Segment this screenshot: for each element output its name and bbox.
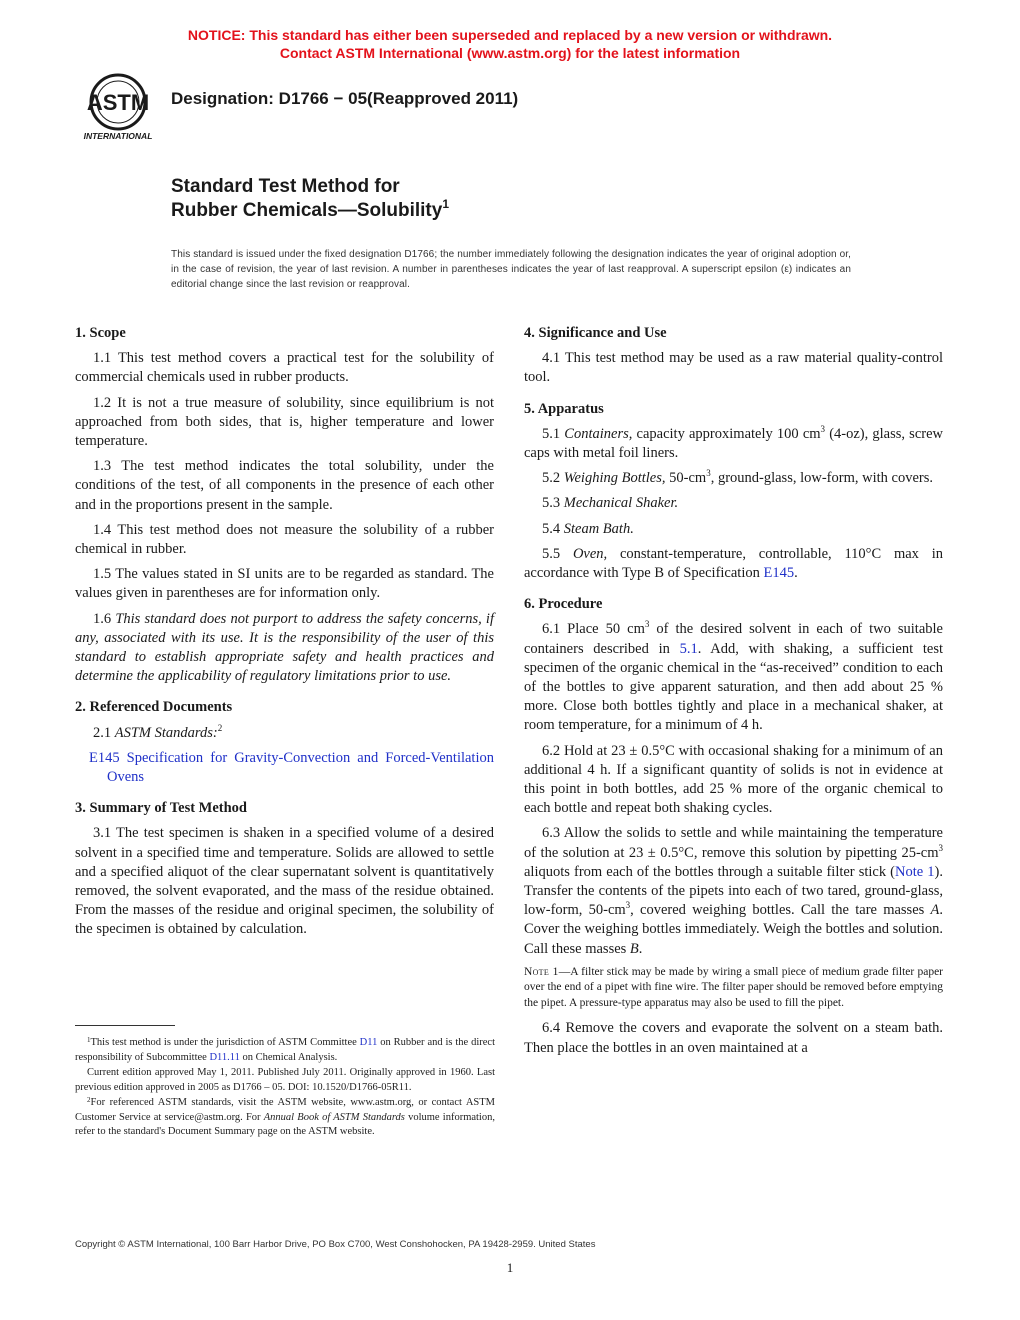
para-1-5: 1.5 The values stated in SI units are to be regarded as standard. The values given in parentheses are for information only. bbox=[75, 566, 494, 602]
designation: Designation: D1766 − 05(Reapproved 2011) bbox=[171, 89, 519, 108]
section-summary-heading: 3. Summary of Test Method bbox=[75, 800, 247, 817]
right-column bbox=[524, 322, 943, 1064]
para-6-1: 6.1 Place 50 $cm^3$ of the desired solvent in each of two suitable containers described in 5.1. Add, with shaking, a sufficient test specimen of the organic chemical in the “as-received” condition to each of the bottles to give apparent saturation, and then add about 25 % more. Close both bottles tightly and place in a mechanical shaker, at room temperature, for a minimum of 4 h. bbox=[524, 619, 944, 734]
para-6-2: 6.2 Hold at 23 ± 0.5°C with occasional shaking for a minimum of an additional 4 h. If a significant quantity of solids is not in evidence at this point in both bottles, add 25 % more of the organic chemical to each bottle and repeat both shaking cycles. bbox=[524, 742, 943, 817]
astm-logo-mark: ASTM bbox=[86, 90, 150, 115]
copyright-line: Copyright © ASTM International, 100 Barr Harbor Drive, PO Box C700, West Conshohocken, PA 19428-2959. United States bbox=[75, 1239, 596, 1250]
preface-text: This standard is issued under the fixed designation D1766; the number immediately following the designation indicates the year of original adoption or, in the case of revision, the year of last revision. A number in parentheses indicates the year of last reapproval. A superscript epsilon (ε) indicates an editorial change since the last revision or reapproval. bbox=[171, 249, 851, 290]
footnote-1-approval: Current edition approved May 1, 2011. Published July 2011. Originally approved in 1960. Last previous edition approved in 2005 as D1766 – 05. DOI: 10.1520/D1766-05R11. bbox=[75, 1067, 495, 1093]
note-1: Note 1—A filter stick may be made by wiring a small piece of medium grade filter paper over the end of a pipet with fine wire. The filter paper should be removed before emptying the pipet. A pressure-type apparatus may also be used to fill the pipet. bbox=[524, 965, 944, 1009]
title-footnote-ref[interactable]: 1 bbox=[442, 197, 450, 211]
footnote-divider bbox=[75, 1025, 175, 1026]
section-5-1-link[interactable]: 5.1 bbox=[679, 640, 698, 657]
para-6-3: 6.3 Allow the solids to settle and while maintaining the temperature of the solution at 23 ± 0.5°C, remove this solution by pipetting $25-cm^3$ aliquots from each of the bottles through a suitable filter stick (Note 1). Transfer the contents of the pipets into each of two tared, ground-glass, low-form, $50-cm^3$, covered weighing bottles. Call the tare masses A. Cover the weighing bottles immediately. Weigh the bottles and solution. Call these masses B. bbox=[524, 825, 943, 957]
section-referenced-documents-heading: 2. Referenced Documents bbox=[75, 699, 233, 716]
para-5-1: 5.1 Containers, capacity approximately 100 $cm^3$ (4-oz), glass, screw caps with metal foil liners. bbox=[524, 423, 943, 462]
notice-line-1: NOTICE: This standard has either been superseded and replaced by a new version or withdrawn. bbox=[187, 27, 833, 43]
astm-logo-label: INTERNATIONAL bbox=[83, 131, 153, 141]
para-6-4: 6.4 Remove the covers and evaporate the solvent on a steam bath. Then place the bottles in an oven maintained at a bbox=[524, 1020, 943, 1056]
reference-e145[interactable] bbox=[75, 749, 494, 787]
left-column bbox=[75, 322, 494, 946]
section-scope-heading: 1. Scope bbox=[75, 325, 126, 341]
para-3-1: 3.1 The test specimen is shaken in a specified volume of a desired solvent in a specified time and temperature. Solids are allowed to settle and a specified aliquot of the clear supernatant solvent is quantitatively removed, the solvent evaporated, and the mass of the residue obtained. From the masses of the residue and original specimen, the solubility of the specimen is obtained by calculation. bbox=[75, 825, 494, 938]
para-1-6: 1.6 This standard does not purport to address the safety concerns, if any, associated with its use. It is the responsibility of the user of this standard to establish appropriate safety and health practices and determine the applicability of regulatory limitations prior to use. bbox=[75, 610, 494, 685]
document-title bbox=[171, 175, 449, 223]
para-4-1: 4.1 This test method may be used as a raw material quality-control tool. bbox=[524, 350, 943, 386]
section-significance-heading: 4. Significance and Use bbox=[524, 325, 667, 341]
title-line-1: Standard Test Method for bbox=[171, 176, 400, 197]
footnote-2: $^2$For referenced ASTM standards, visit the ASTM website, www.astm.org, or contact ASTM Customer Service at service@astm.org. For Annual Book of ASTM Standards volume information, refer to the standard's Document Summary page on the ASTM website. bbox=[75, 1096, 495, 1137]
subcommittee-link[interactable]: D11.11 bbox=[209, 1051, 240, 1063]
title-line-2: Rubber Chemicals—Solubility$^1$ bbox=[171, 197, 450, 221]
page-number: 1 bbox=[506, 1260, 514, 1275]
notice-banner bbox=[0, 26, 1020, 62]
para-5-2: 5.2 Weighing Bottles, $50-cm^3$, ground-glass, low-form, with covers. bbox=[542, 468, 933, 487]
note-1-link[interactable]: Note 1 bbox=[895, 863, 935, 880]
section-apparatus-heading: 5. Apparatus bbox=[524, 400, 604, 417]
para-2-1: 2.1 ASTM Standards:$^2$ bbox=[93, 722, 223, 741]
footnote-2-ref[interactable]: 2 bbox=[217, 722, 223, 733]
astm-logo bbox=[76, 72, 160, 146]
astm-logo-icon bbox=[76, 72, 160, 146]
e145-link[interactable]: E145 bbox=[763, 565, 795, 582]
footnote-1: $^1$This test method is under the jurisdiction of ASTM Committee D11 on Rubber and is the direct responsibility of Subcommittee D11.11 on Chemical Analysis. bbox=[75, 1036, 495, 1063]
notice-line-2: Contact ASTM International (www.astm.org) for the latest information bbox=[279, 45, 741, 61]
footnotes bbox=[75, 1036, 495, 1141]
reference-title: Specification for Gravity-Convection and Forced-Ventilation Ovens bbox=[107, 749, 494, 786]
para-1-3: 1.3 The test method indicates the total solubility, under the conditions of the test, of all components in the presence of each other and in the proportions present in the sample. bbox=[75, 458, 494, 513]
committee-link[interactable]: D11 bbox=[359, 1037, 378, 1048]
para-5-3: 5.3 Mechanical Shaker. bbox=[542, 495, 679, 512]
para-1-4: 1.4 This test method does not measure the solubility of a rubber chemical in rubber. bbox=[75, 521, 494, 558]
para-5-5: 5.5 Oven, constant-temperature, controllable, 110°C max in accordance with Type B of Specification E145. bbox=[524, 545, 944, 582]
para-1-2: 1.2 It is not a true measure of solubility, since equilibrium is not approached from both sides, that is, higher temperature and lower temperature. bbox=[75, 394, 494, 450]
para-1-1: 1.1 This test method covers a practical test for the solubility of commercial chemicals used in rubber products. bbox=[75, 350, 494, 386]
reference-code: E145 bbox=[89, 749, 120, 766]
section-procedure-heading: 6. Procedure bbox=[524, 596, 603, 613]
para-5-4: 5.4 Steam Bath. bbox=[542, 520, 634, 537]
note-1-label: Note 1 bbox=[524, 965, 559, 978]
